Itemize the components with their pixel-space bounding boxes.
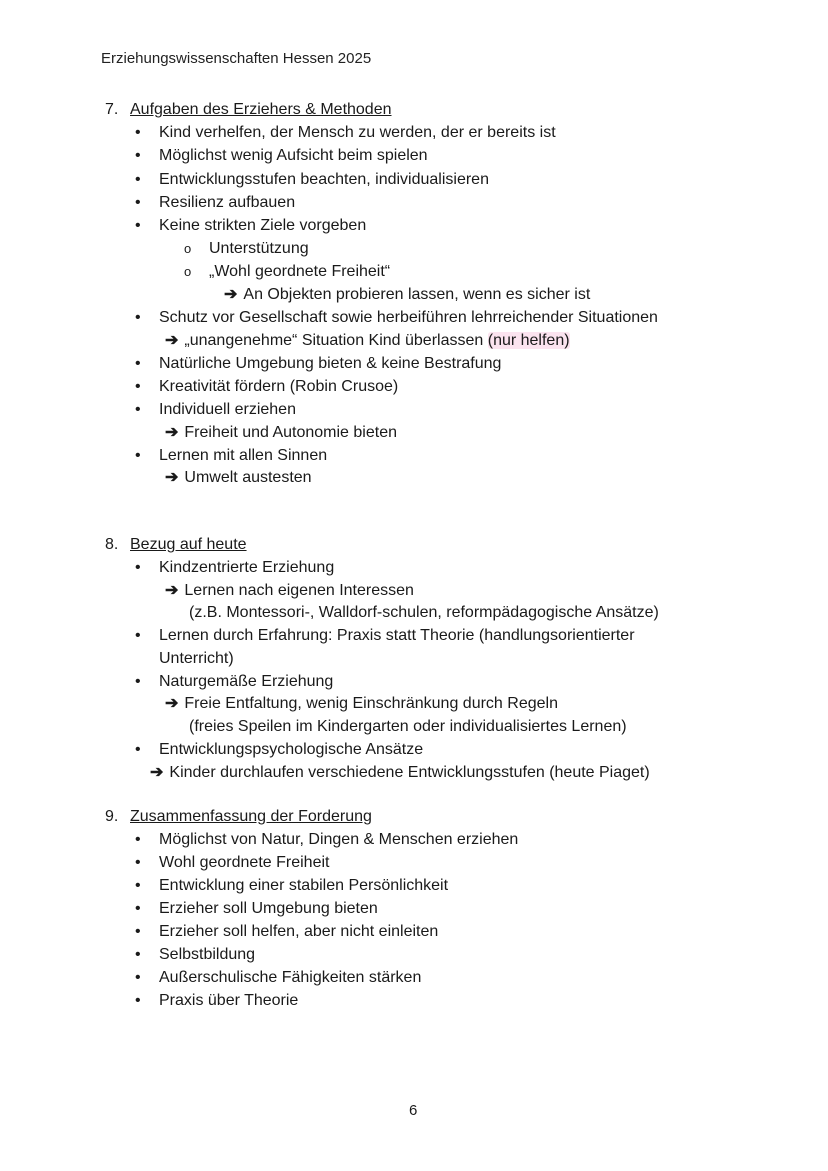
arrow-item: ➔ Freie Entfaltung, wenig Einschränkung durch Regeln bbox=[165, 695, 558, 712]
bullet-icon bbox=[135, 446, 141, 466]
list-item: Außerschulische Fähigkeiten stärken bbox=[159, 969, 422, 986]
arrow-item: ➔ Freiheit und Autonomie bieten bbox=[165, 424, 397, 441]
bullet-icon bbox=[135, 354, 141, 374]
bullet-icon bbox=[135, 146, 141, 166]
document-header: Erziehungswissenschaften Hessen 2025 bbox=[101, 50, 372, 67]
page-number: 6 bbox=[409, 1102, 418, 1119]
arrow-icon: ➔ bbox=[165, 469, 179, 486]
list-item: Möglichst wenig Aufsicht beim spielen bbox=[159, 147, 428, 164]
arrow-icon: ➔ bbox=[165, 424, 179, 441]
bullet-icon bbox=[135, 558, 141, 578]
sub-list-item: „Wohl geordnete Freiheit“ bbox=[209, 263, 391, 280]
list-item: Praxis über Theorie bbox=[159, 992, 299, 1009]
bullet-icon bbox=[135, 740, 141, 760]
bullet-icon bbox=[135, 672, 141, 692]
section-title: Aufgaben des Erziehers & Methoden bbox=[130, 101, 392, 118]
arrow-item: ➔ An Objekten probieren lassen, wenn es sicher ist bbox=[224, 286, 591, 303]
list-item: Wohl geordnete Freiheit bbox=[159, 854, 330, 871]
sub-list-item: Unterstützung bbox=[209, 240, 309, 257]
list-item: Entwicklungsstufen beachten, individualisieren bbox=[159, 171, 489, 188]
list-item: Entwicklungspsychologische Ansätze bbox=[159, 741, 424, 758]
bullet-icon bbox=[135, 991, 141, 1011]
list-item: Erzieher soll Umgebung bieten bbox=[159, 900, 378, 917]
list-item-continuation: (freies Speilen im Kindergarten oder individualisiertes Lernen) bbox=[189, 718, 627, 735]
arrow-icon: ➔ bbox=[165, 332, 179, 349]
bullet-icon bbox=[135, 899, 141, 919]
bullet-icon bbox=[135, 830, 141, 850]
arrow-icon: ➔ bbox=[165, 695, 179, 712]
bullet-icon bbox=[135, 876, 141, 896]
arrow-icon: ➔ bbox=[165, 582, 179, 599]
highlighted-text: (nur helfen) bbox=[487, 332, 570, 349]
list-item-continuation: (z.B. Montessori-, Walldorf-schulen, reformpädagogische Ansätze) bbox=[189, 604, 659, 621]
list-item: Lernen mit allen Sinnen bbox=[159, 447, 328, 464]
list-item: Resilienz aufbauen bbox=[159, 194, 296, 211]
list-item: Kindzentrierte Erziehung bbox=[159, 559, 335, 576]
bullet-icon bbox=[135, 968, 141, 988]
section-title: Bezug auf heute bbox=[130, 536, 247, 553]
section-title: Zusammenfassung der Forderung bbox=[130, 808, 372, 825]
section-number: 8. bbox=[105, 536, 119, 553]
bullet-icon bbox=[135, 626, 141, 646]
bullet-icon bbox=[135, 170, 141, 190]
section-number: 7. bbox=[105, 101, 119, 118]
bullet-icon bbox=[135, 377, 141, 397]
arrow-item: ➔ Lernen nach eigenen Interessen bbox=[165, 582, 414, 599]
list-item: Möglichst von Natur, Dingen & Menschen erziehen bbox=[159, 831, 519, 848]
arrow-icon: ➔ bbox=[150, 764, 164, 781]
arrow-item: ➔ „unangenehme“ Situation Kind überlassen (nur helfen) bbox=[165, 332, 570, 349]
list-item: Naturgemäße Erziehung bbox=[159, 673, 334, 690]
bullet-icon bbox=[135, 308, 141, 328]
list-item: Keine strikten Ziele vorgeben bbox=[159, 217, 367, 234]
arrow-item: ➔ Kinder durchlaufen verschiedene Entwicklungsstufen (heute Piaget) bbox=[150, 764, 650, 781]
bullet-icon bbox=[135, 945, 141, 965]
list-item-continuation: Unterricht) bbox=[159, 650, 234, 667]
circle-bullet-icon: o bbox=[184, 241, 192, 256]
arrow-icon: ➔ bbox=[224, 286, 238, 303]
section-number: 9. bbox=[105, 808, 119, 825]
list-item: Individuell erziehen bbox=[159, 401, 296, 418]
list-item: Entwicklung einer stabilen Persönlichkeit bbox=[159, 877, 449, 894]
bullet-icon bbox=[135, 853, 141, 873]
list-item: Kind verhelfen, der Mensch zu werden, der er bereits ist bbox=[159, 124, 556, 141]
bullet-icon bbox=[135, 193, 141, 213]
list-item: Selbstbildung bbox=[159, 946, 256, 963]
list-item: Kreativität fördern (Robin Crusoe) bbox=[159, 378, 399, 395]
bullet-icon bbox=[135, 123, 141, 143]
circle-bullet-icon: o bbox=[184, 264, 192, 279]
list-item: Erzieher soll helfen, aber nicht einleiten bbox=[159, 923, 439, 940]
bullet-icon bbox=[135, 216, 141, 236]
list-item: Lernen durch Erfahrung: Praxis statt Theorie (handlungsorientierter bbox=[159, 627, 635, 644]
list-item: Natürliche Umgebung bieten & keine Bestrafung bbox=[159, 355, 502, 372]
bullet-icon bbox=[135, 400, 141, 420]
list-item: Schutz vor Gesellschaft sowie herbeiführen lehrreichender Situationen bbox=[159, 309, 658, 326]
arrow-item: ➔ Umwelt austesten bbox=[165, 469, 312, 486]
bullet-icon bbox=[135, 922, 141, 942]
